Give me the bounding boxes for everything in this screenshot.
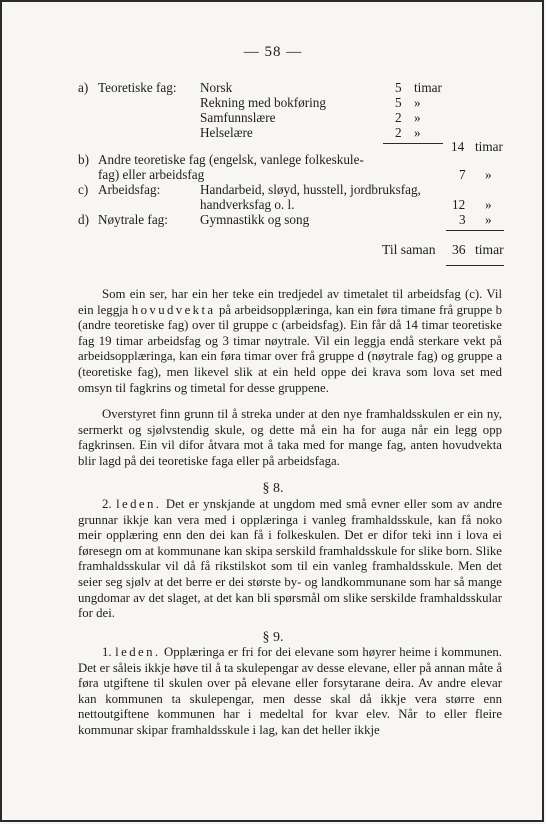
row-a-hours-1: 5 xyxy=(395,80,402,95)
row-d-subject: Gymnastikk og song xyxy=(200,212,310,227)
row-a-group-name: Teoretiske fag: xyxy=(98,80,177,95)
row-d-unit: » xyxy=(485,212,492,227)
row-b-label: b) xyxy=(78,152,89,167)
row-a-label: a) xyxy=(78,80,89,95)
row-b-unit: » xyxy=(485,167,492,182)
row-b-group-name: Andre teoretiske fag (engelsk, vanlege folkeskule- xyxy=(98,152,364,167)
row-a-unit-2: » xyxy=(414,95,421,110)
row-c-subject-cont: handverksfag o. l. xyxy=(200,197,295,212)
subtotal-hours: 14 xyxy=(451,139,465,154)
row-a-unit-4: » xyxy=(414,125,421,140)
row-d-group-name: Nøytrale fag: xyxy=(98,212,168,227)
row-b-group-name-cont: fag) eller arbeidsfag xyxy=(98,167,205,182)
row-a-subject-4: Helselære xyxy=(200,125,253,140)
paragraph-3: 2. leden. Det er ynskjande at ungdom med små evner eller som av andre grunnar ikkje kan vera med i opplæringa i vanleg framhaldsskule, kan få noko meir opplæring enn den dei kan få i folkeskulen. Det er difor teki inn i lova ei føresegn om at kommunane kan skipa serskild framhaldsskule for slike born. Slike framhaldsskular vil då få rikstilskot som til ein vanleg framhaldsskule. Men det seier seg sjølv at det berre er dei største by- og landkommunane som har så mange ungdomar av det slaget, at det kan bli spørsmål om slike serskilde framhaldsskular for dei. xyxy=(78,497,502,621)
row-a-hours-3: 2 xyxy=(395,110,402,125)
row-a-subject-2: Rekning med bokføring xyxy=(200,95,326,110)
section-9-heading: § 9. xyxy=(262,630,284,645)
row-c-group-name: Arbeidsfag: xyxy=(98,182,161,197)
total-rule xyxy=(446,230,504,231)
total-label: Til saman xyxy=(382,242,436,257)
row-a-subject-3: Samfunnslære xyxy=(200,110,276,125)
subtotal-unit: timar xyxy=(475,139,503,154)
row-c-subject: Handarbeid, sløyd, husstell, jordbruksfag, xyxy=(200,182,421,197)
row-d-hours: 3 xyxy=(459,212,466,227)
row-a-subject-1: Norsk xyxy=(200,80,233,95)
row-c-label: c) xyxy=(78,182,89,197)
page-number: — 58 — xyxy=(243,44,303,60)
subtotal-rule xyxy=(383,143,443,144)
paragraph-1: Som ein ser, har ein her teke ein tredjedel av timetalet til arbeidsfag (c). Vil ein leggja hovudvekta på arbeidsopplæringa, kan ein føra timane frå gruppe b (andre teoretiske fag) over til gruppe c (arbeidsfag). Ein får då 14 timar teoretiske fag 19 timar arbeidsfag og 3 timar nøytrale. Vil ein leggja endå sterkare vekt på arbeidsopplæringa, kan ein føra timar over frå gruppe d (nøytrale fag) og gruppe a (teoretiske fag), men likevel slik at ein held oppe dei krava som lova set med omsyn til fagkrins og timetal for desse gruppene. xyxy=(78,287,502,395)
row-a-hours-2: 5 xyxy=(395,95,402,110)
paragraph-2: Overstyret finn grunn til å streka under at den nye framhaldsskulen er ein ny, sermerkt og sjølvstendig skule, og dette må ein ha for auga når ein legg opp fagkrinsen. Ein vil difor åtvara mot å taka med for mange fag, anten hovudvekta blir lagd på dei teoretiske faga eller på arbeidsfaga. xyxy=(78,407,502,468)
row-b-hours: 7 xyxy=(459,167,466,182)
total-underline xyxy=(446,265,504,266)
row-a-hours-4: 2 xyxy=(395,125,402,140)
row-a-unit-1: timar xyxy=(414,80,442,95)
row-c-hours: 12 xyxy=(452,197,466,212)
section-8-heading: § 8. xyxy=(262,481,284,496)
paragraph-4: 1. leden. Opplæringa er fri for dei elevane som høyrer heime i kommunen. Det er såleis ikkje høve til å ta skulepengar av desse elevane, eller på annan måte å føra utgiftene til skulen over på elevane eller forsytarane deira. Av andre elevar kan kommunen ta skulepengar, men desse skal då ikkje vera større enn nettoutgiftene kommunen har i medeltal for kvar elev. Når to eller fleire kommunar skipar framhaldsskule i lag, kan det heller ikkje xyxy=(78,645,503,737)
total-hours: 36 xyxy=(452,242,466,257)
row-a-unit-3: » xyxy=(414,110,421,125)
row-d-label: d) xyxy=(78,212,89,227)
row-c-unit: » xyxy=(485,197,492,212)
total-unit: timar xyxy=(475,242,504,257)
